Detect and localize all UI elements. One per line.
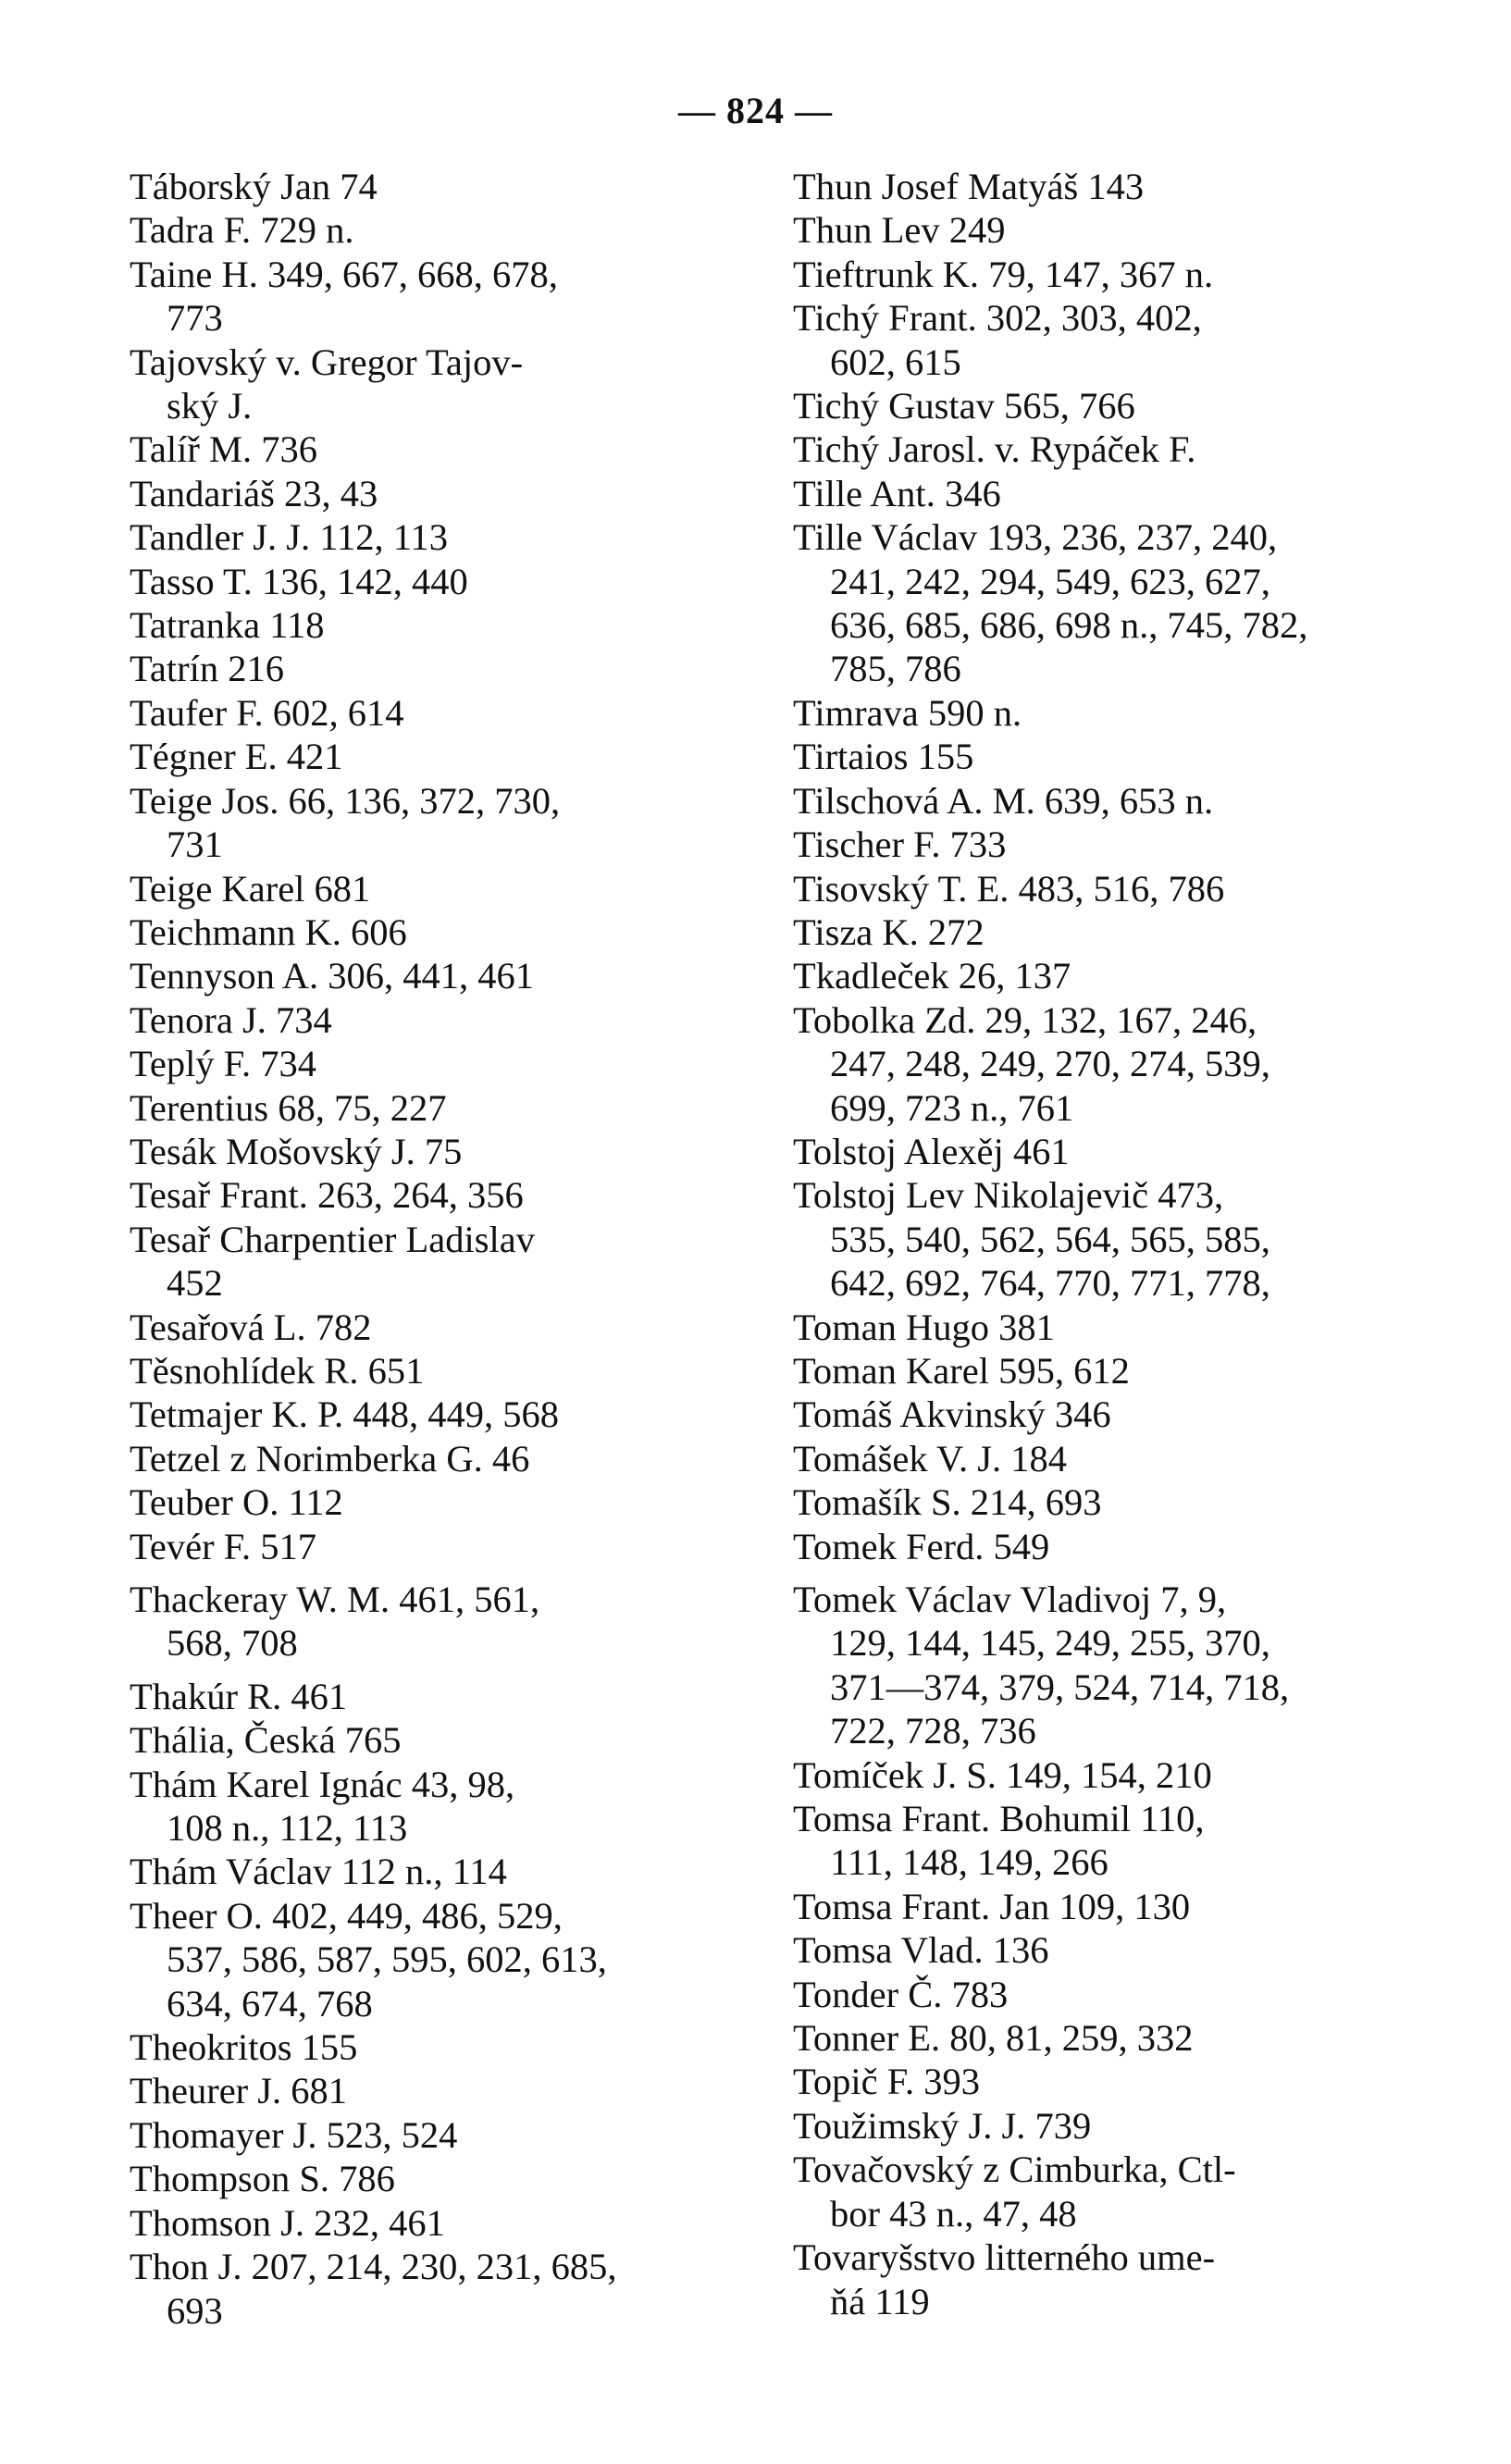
index-entry: Timrava 590 n. xyxy=(793,691,1022,734)
index-entry: Thun Lev 249 xyxy=(793,209,1006,252)
index-entry: Tichý Gustav 565, 766 xyxy=(793,385,1135,427)
index-entry: Tischer F. 733 xyxy=(793,823,1007,866)
index-entry: Tovačovský z Cimburka, Ctl- bor 43 n., 47, 48 xyxy=(793,2148,1236,2235)
index-entry: Tille Václav 193, 236, 237, 240, 241, 242, 294, 549, 623, 627, 636, 685, 686, 698 n., 745, 782, 785, 786 xyxy=(793,516,1308,690)
index-entry: Tovaryšstvo litterného ume- ňá 119 xyxy=(793,2236,1216,2322)
index-entry: Tieftrunk K. 79, 147, 367 n. xyxy=(793,253,1214,295)
index-entry: Tatranka 118 xyxy=(130,604,325,647)
index-entry: Topič F. 393 xyxy=(793,2061,981,2103)
index-entry: Těsnohlídek R. 651 xyxy=(130,1349,425,1392)
index-entry: Tirtaios 155 xyxy=(793,736,974,778)
index-entry: Teichmann K. 606 xyxy=(130,910,407,953)
index-entry: Tajovský v. Gregor Tajov- ský J. xyxy=(130,341,524,427)
index-entry: Tichý Frant. 302, 303, 402, 602, 615 xyxy=(793,297,1202,383)
index-entry: Toužimský J. J. 739 xyxy=(793,2104,1092,2147)
index-entry: Tomáš Akvinský 346 xyxy=(793,1393,1111,1436)
index-entry: Tomsa Frant. Jan 109, 130 xyxy=(793,1885,1191,1927)
index-entry: Tisovský T. E. 483, 516, 786 xyxy=(793,867,1225,910)
index-column-left xyxy=(130,165,759,2333)
index-entry: Thompson S. 786 xyxy=(130,2158,395,2200)
index-entry: Táborský Jan 74 xyxy=(130,166,378,207)
index-entry: Tomíček J. S. 149, 154, 210 xyxy=(793,1753,1212,1796)
index-entry: Tonner E. 80, 81, 259, 332 xyxy=(793,2017,1194,2060)
index-entry: Taufer F. 602, 614 xyxy=(130,691,404,734)
index-entry: Talíř M. 736 xyxy=(130,428,318,471)
index-entry: Thália, Česká 765 xyxy=(130,1719,402,1762)
index-entry: Terentius 68, 75, 227 xyxy=(130,1086,447,1129)
index-entry: Theurer J. 681 xyxy=(130,2070,348,2112)
index-entry: Thon J. 207, 214, 230, 231, 685, 693 xyxy=(130,2246,617,2332)
index-entry: Thackeray W. M. 461, 561, 568, 708 xyxy=(130,1579,540,1665)
index-entry: Tonder Č. 783 xyxy=(793,1973,1009,2015)
index-entry: Tandariáš 23, 43 xyxy=(130,472,378,514)
index-entry: Tolstoj Alexěj 461 xyxy=(793,1130,1070,1172)
index-entry: Tadra F. 729 n. xyxy=(130,209,354,252)
index-entry: Thun Josef Matyáš 143 xyxy=(793,166,1145,207)
index-entry: Toman Hugo 381 xyxy=(793,1306,1055,1348)
index-entry: Tisza K. 272 xyxy=(793,910,985,953)
index-entry: Tkadleček 26, 137 xyxy=(793,955,1071,997)
index-entry: Thomayer J. 523, 524 xyxy=(130,2113,458,2156)
index-column-right xyxy=(793,165,1404,2323)
index-entry: Tasso T. 136, 142, 440 xyxy=(130,560,468,602)
index-entry: Tille Ant. 346 xyxy=(793,472,1001,514)
index-entry: Thám Václav 112 n., 114 xyxy=(130,1851,507,1893)
index-entry: Tomášek V. J. 184 xyxy=(793,1437,1068,1480)
index-entry: Thakúr R. 461 xyxy=(130,1675,348,1717)
index-entry: Teige Jos. 66, 136, 372, 730, 731 xyxy=(130,779,561,866)
index-entry: Tobolka Zd. 29, 132, 167, 246, 247, 248, 249, 270, 274, 539, 699, 723 n., 761 xyxy=(793,998,1270,1129)
index-entry: Theokritos 155 xyxy=(130,2026,358,2069)
index-entry: Toman Karel 595, 612 xyxy=(793,1349,1130,1392)
index-entry: Theer O. 402, 449, 486, 529, 537, 586, 587, 595, 602, 613, 634, 674, 768 xyxy=(130,1894,607,2024)
index-entry: Tetzel z Norimberka G. 46 xyxy=(130,1437,530,1480)
index-entry: Thám Karel Ignác 43, 98, 108 n., 112, 113 xyxy=(130,1763,515,1850)
index-entry: Tandler J. J. 112, 113 xyxy=(130,516,448,559)
index-entry: Tomsa Frant. Bohumil 110, 111, 148, 149, 266 xyxy=(793,1798,1205,1884)
index-entry: Thomson J. 232, 461 xyxy=(130,2201,445,2244)
index-entry: Tesařová L. 782 xyxy=(130,1306,372,1348)
index-entry: Tomek Ferd. 549 xyxy=(793,1525,1050,1567)
index-entry: Teige Karel 681 xyxy=(130,867,371,910)
index-entry: Tatrín 216 xyxy=(130,648,285,690)
index-entry: Teplý F. 734 xyxy=(130,1043,317,1085)
index-entry: Tesař Charpentier Ladislav 452 xyxy=(130,1218,535,1305)
index-entry: Tesák Mošovský J. 75 xyxy=(130,1130,463,1172)
index-entry: Tenora J. 734 xyxy=(130,998,332,1041)
index-entry: Tomašík S. 214, 693 xyxy=(793,1481,1102,1524)
index-entry: Tevér F. 517 xyxy=(130,1525,317,1567)
page-number: — 824 — xyxy=(678,90,833,131)
index-entry: Tichý Jarosl. v. Rypáček F. xyxy=(793,428,1196,471)
index-entry: Tégner E. 421 xyxy=(130,736,343,778)
index-entry: Tolstoj Lev Nikolajevič 473, 535, 540, 562, 564, 565, 585, 642, 692, 764, 770, 771, 778, xyxy=(793,1174,1270,1305)
index-entry: Tomek Václav Vladivoj 7, 9, 129, 144, 145, 249, 255, 370, 371—374, 379, 524, 714, 718, 722, 728, 736 xyxy=(793,1579,1290,1752)
index-entry: Tennyson A. 306, 441, 461 xyxy=(130,955,535,997)
index-entry: Teuber O. 112 xyxy=(130,1481,343,1524)
index-entry: Tesař Frant. 263, 264, 356 xyxy=(130,1174,524,1217)
index-entry: Tilschová A. M. 639, 653 n. xyxy=(793,779,1214,822)
index-entry: Tomsa Vlad. 136 xyxy=(793,1929,1049,1972)
index-entry: Tetmajer K. P. 448, 449, 568 xyxy=(130,1393,559,1436)
index-entry: Taine H. 349, 667, 668, 678, 773 xyxy=(130,253,558,340)
